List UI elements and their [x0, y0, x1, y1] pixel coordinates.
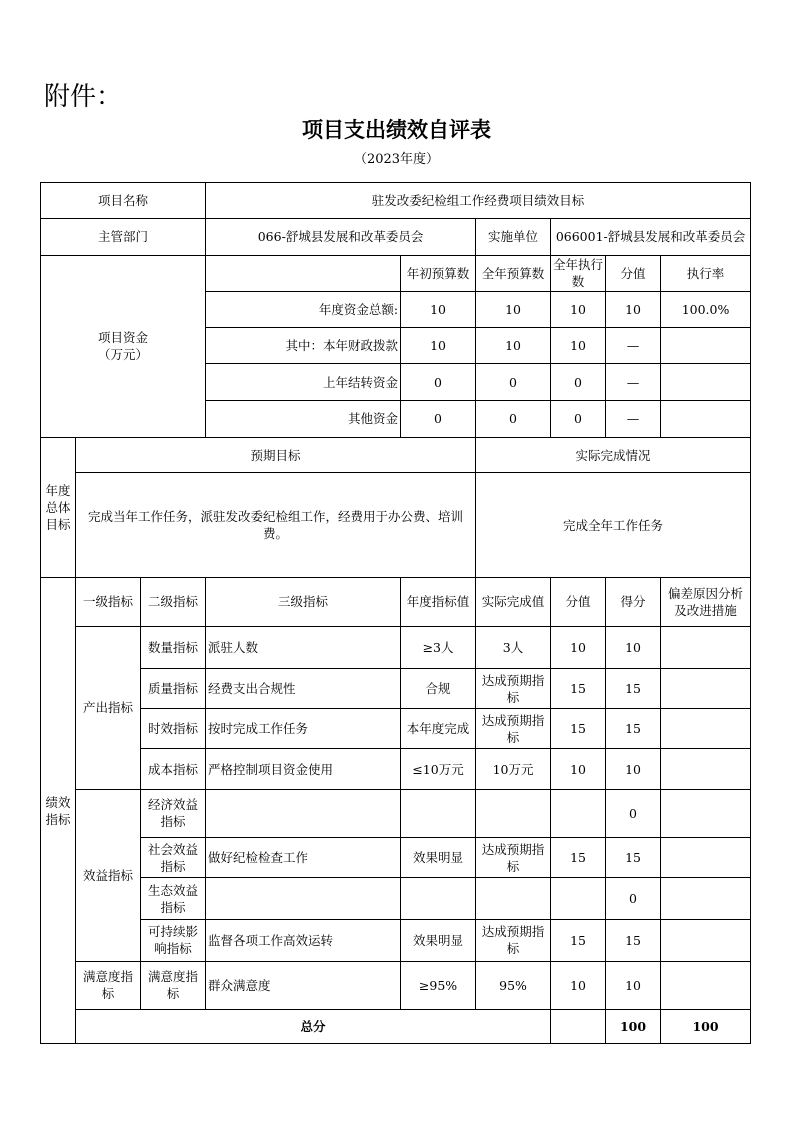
funds-cell: 10	[401, 328, 476, 364]
actual-cell: 3人	[476, 626, 551, 668]
total-blank	[551, 1009, 606, 1043]
year-subtitle: （2023年度）	[353, 152, 440, 167]
funds-header-cell: 全年预算数	[476, 255, 551, 291]
performance-indicator-label: 绩效指标	[41, 578, 76, 1044]
funds-row-label: 其中：本年财政拨款	[206, 328, 401, 364]
l3-cell: 做好纪检检查工作	[206, 838, 401, 878]
l3-cell: 群众满意度	[206, 962, 401, 1009]
target-cell: ≤10万元	[401, 749, 476, 789]
score-cell: 10	[551, 626, 606, 668]
funds-row-label: 其他资金	[206, 400, 401, 437]
score-cell	[551, 789, 606, 837]
l2-cell: 时效指标	[141, 709, 206, 749]
total-got: 100	[661, 1009, 751, 1043]
l2-cell: 数量指标	[141, 626, 206, 668]
satisfaction-indicator-label: 满意度指标	[76, 962, 141, 1009]
got-cell: 0	[606, 878, 661, 919]
funds-row-label: 上年结转资金	[206, 364, 401, 400]
score-cell: 10	[551, 749, 606, 789]
funds-cell	[661, 400, 751, 437]
got-cell: 15	[606, 919, 661, 961]
actual-cell: 达成预期指标	[476, 838, 551, 878]
indicator-header-cell: 一级指标	[76, 578, 141, 626]
funds-cell: —	[606, 328, 661, 364]
actual-cell: 10万元	[476, 749, 551, 789]
funds-cell: —	[606, 364, 661, 400]
target-cell: ≥3人	[401, 626, 476, 668]
annual-goal-label: 年度总体目标	[41, 437, 76, 577]
l3-cell	[206, 789, 401, 837]
indicator-header-cell: 实际完成值	[476, 578, 551, 626]
funds-cell	[661, 364, 751, 400]
funds-cell: 0	[401, 364, 476, 400]
impl-value: 066001-舒城县发展和改革委员会	[551, 219, 751, 255]
score-cell: 15	[551, 668, 606, 708]
actual-cell: 达成预期指标	[476, 709, 551, 749]
indicator-header-cell: 二级指标	[141, 578, 206, 626]
funds-cell: 0	[551, 364, 606, 400]
note-cell	[661, 962, 751, 1009]
total-label: 总分	[76, 1009, 551, 1043]
note-cell	[661, 838, 751, 878]
dept-value: 066-舒城县发展和改革委员会	[206, 219, 476, 255]
score-cell: 15	[551, 709, 606, 749]
target-cell: 本年度完成	[401, 709, 476, 749]
note-cell	[661, 749, 751, 789]
target-cell: 合规	[401, 668, 476, 708]
indicator-header-cell: 分值	[551, 578, 606, 626]
actual-cell	[476, 789, 551, 837]
funds-label	[41, 255, 206, 437]
got-cell: 15	[606, 709, 661, 749]
target-cell: 效果明显	[401, 838, 476, 878]
got-cell: 10	[606, 626, 661, 668]
l3-cell: 按时完成工作任务	[206, 709, 401, 749]
funds-label-line1: 项目资金	[98, 330, 149, 346]
l2-cell: 满意度指标	[141, 962, 206, 1009]
funds-header-cell: 执行率	[661, 255, 751, 291]
funds-header-blank	[206, 255, 401, 291]
got-cell: 15	[606, 838, 661, 878]
note-cell	[661, 709, 751, 749]
note-cell	[661, 919, 751, 961]
note-cell	[661, 626, 751, 668]
funds-header-cell: 全年执行数	[551, 255, 606, 291]
l2-cell: 质量指标	[141, 668, 206, 708]
l2-cell: 生态效益指标	[141, 878, 206, 919]
funds-cell	[661, 328, 751, 364]
got-cell: 15	[606, 668, 661, 708]
score-cell: 15	[551, 919, 606, 961]
l3-cell: 监督各项工作高效运转	[206, 919, 401, 961]
actual-goal-header: 实际完成情况	[476, 437, 751, 472]
l2-cell: 可持续影响指标	[141, 919, 206, 961]
actual-cell: 达成预期指标	[476, 919, 551, 961]
target-cell: ≥95%	[401, 962, 476, 1009]
target-cell	[401, 878, 476, 919]
funds-cell: 0	[401, 400, 476, 437]
target-cell	[401, 789, 476, 837]
note-cell	[661, 878, 751, 919]
l2-cell: 经济效益指标	[141, 789, 206, 837]
funds-header-cell: 年初预算数	[401, 255, 476, 291]
note-cell	[661, 789, 751, 837]
l3-cell	[206, 878, 401, 919]
indicator-header-cell: 偏差原因分析及改进措施	[661, 578, 751, 626]
indicator-header-cell: 三级指标	[206, 578, 401, 626]
funds-cell: 0	[476, 400, 551, 437]
output-indicator-label: 产出指标	[76, 626, 141, 789]
score-cell: 10	[551, 962, 606, 1009]
funds-row-label: 年度资金总额:	[206, 291, 401, 327]
indicator-header-cell: 年度指标值	[401, 578, 476, 626]
l2-cell: 成本指标	[141, 749, 206, 789]
got-cell: 10	[606, 962, 661, 1009]
note-cell	[661, 668, 751, 708]
funds-cell: —	[606, 400, 661, 437]
funds-cell: 10	[551, 328, 606, 364]
score-cell	[551, 878, 606, 919]
target-cell: 效果明显	[401, 919, 476, 961]
funds-cell: 10	[551, 291, 606, 327]
project-name-value: 驻发改委纪检组工作经费项目绩效目标	[206, 183, 751, 219]
total-score: 100	[606, 1009, 661, 1043]
funds-header-cell: 分值	[606, 255, 661, 291]
funds-cell: 0	[551, 400, 606, 437]
impl-label: 实施单位	[476, 219, 551, 255]
l3-cell: 派驻人数	[206, 626, 401, 668]
expected-goal-text: 完成当年工作任务，派驻发改委纪检组工作，经费用于办公费、培训费。	[76, 473, 476, 578]
funds-cell: 10	[401, 291, 476, 327]
actual-cell	[476, 878, 551, 919]
funds-cell: 0	[476, 364, 551, 400]
actual-cell: 95%	[476, 962, 551, 1009]
project-name-label: 项目名称	[41, 183, 206, 219]
got-cell: 0	[606, 789, 661, 837]
l3-cell: 严格控制项目资金使用	[206, 749, 401, 789]
funds-cell: 10	[606, 291, 661, 327]
funds-cell: 10	[476, 291, 551, 327]
got-cell: 10	[606, 749, 661, 789]
indicator-header-cell: 得分	[606, 578, 661, 626]
funds-cell: 10	[476, 328, 551, 364]
page-title: 项目支出绩效自评表	[302, 118, 491, 142]
score-cell: 15	[551, 838, 606, 878]
attachment-label: 附件：	[44, 82, 123, 112]
dept-label: 主管部门	[41, 219, 206, 255]
actual-cell: 达成预期指标	[476, 668, 551, 708]
l3-cell: 经费支出合规性	[206, 668, 401, 708]
funds-cell: 100.0%	[661, 291, 751, 327]
benefit-indicator-label: 效益指标	[76, 789, 141, 961]
expected-goal-header: 预期目标	[76, 437, 476, 472]
funds-label-line2: （万元）	[98, 347, 149, 363]
l2-cell: 社会效益指标	[141, 838, 206, 878]
actual-goal-text: 完成全年工作任务	[476, 473, 751, 578]
self-evaluation-table	[40, 182, 751, 1044]
